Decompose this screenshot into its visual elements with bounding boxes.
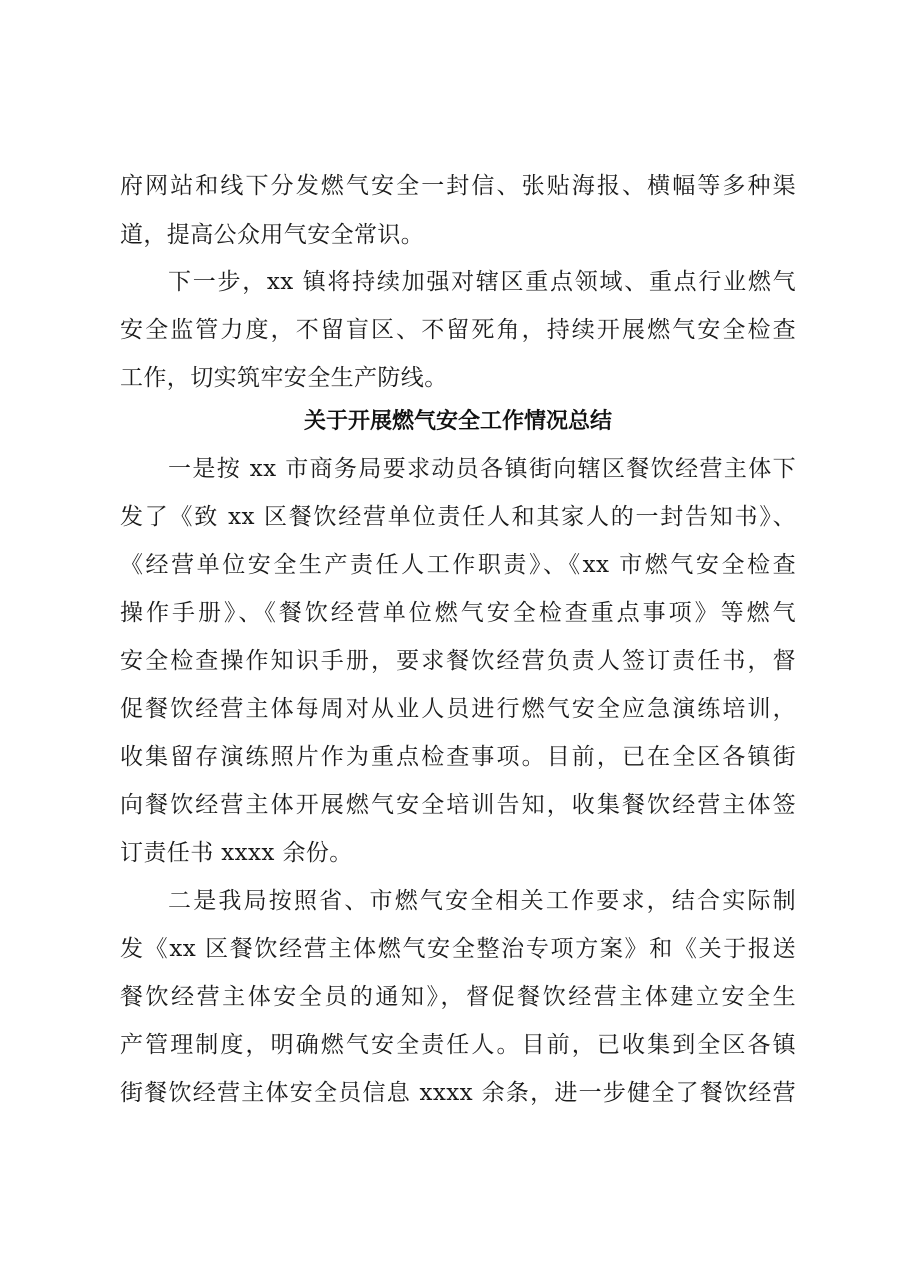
para2-line-4: 产管理制度，明确燃气安全责任人。目前，已收集到全区各镇 [120, 1032, 796, 1058]
para1-line-4: 操作手册》、《餐饮经营单位燃气安全检查重点事项》等燃气 [120, 600, 796, 626]
para2-line-2: 发《xx 区餐饮经营主体燃气安全整治专项方案》和《关于报送 [120, 936, 796, 962]
intro-line-3: 下一步，xx 镇将持续加强对辖区重点领域、重点行业燃气 [168, 269, 796, 295]
para1-line-5: 安全检查操作知识手册，要求餐饮经营负责人签订责任书，督 [120, 648, 796, 674]
para1-line-8: 向餐饮经营主体开展燃气安全培训告知，收集餐饮经营主体签 [120, 792, 796, 818]
para1-line-7: 收集留存演练照片作为重点检查事项。目前，已在全区各镇街 [120, 744, 796, 770]
section-title: 关于开展燃气安全工作情况总结 [303, 408, 612, 434]
para1-line-6: 促餐饮经营主体每周对从业人员进行燃气安全应急演练培训， [120, 696, 796, 722]
para2-line-1: 二是我局按照省、市燃气安全相关工作要求，结合实际制 [168, 888, 796, 914]
para2-line-3: 餐饮经营主体安全员的通知》，督促餐饮经营主体建立安全生 [120, 984, 796, 1010]
para1-line-9: 订责任书 xxxx 余份。 [120, 840, 353, 866]
para1-line-1: 一是按 xx 市商务局要求动员各镇街向辖区餐饮经营主体下 [168, 456, 796, 482]
para1-line-2: 发了《致 xx 区餐饮经营单位责任人和其家人的一封告知书》、 [120, 504, 796, 530]
para1-line-3: 《经营单位安全生产责任人工作职责》、《xx 市燃气安全检查 [120, 552, 796, 578]
para2-line-5: 街餐饮经营主体安全员信息 xxxx 余条，进一步健全了餐饮经营 [120, 1080, 796, 1106]
intro-line-5: 工作，切实筑牢安全生产防线。 [120, 365, 448, 391]
intro-line-4: 安全监管力度，不留盲区、不留死角，持续开展燃气安全检查 [120, 317, 796, 343]
intro-line-1: 府网站和线下分发燃气安全一封信、张贴海报、横幅等多种渠 [120, 173, 796, 199]
intro-line-2: 道，提高公众用气安全常识。 [120, 222, 425, 248]
